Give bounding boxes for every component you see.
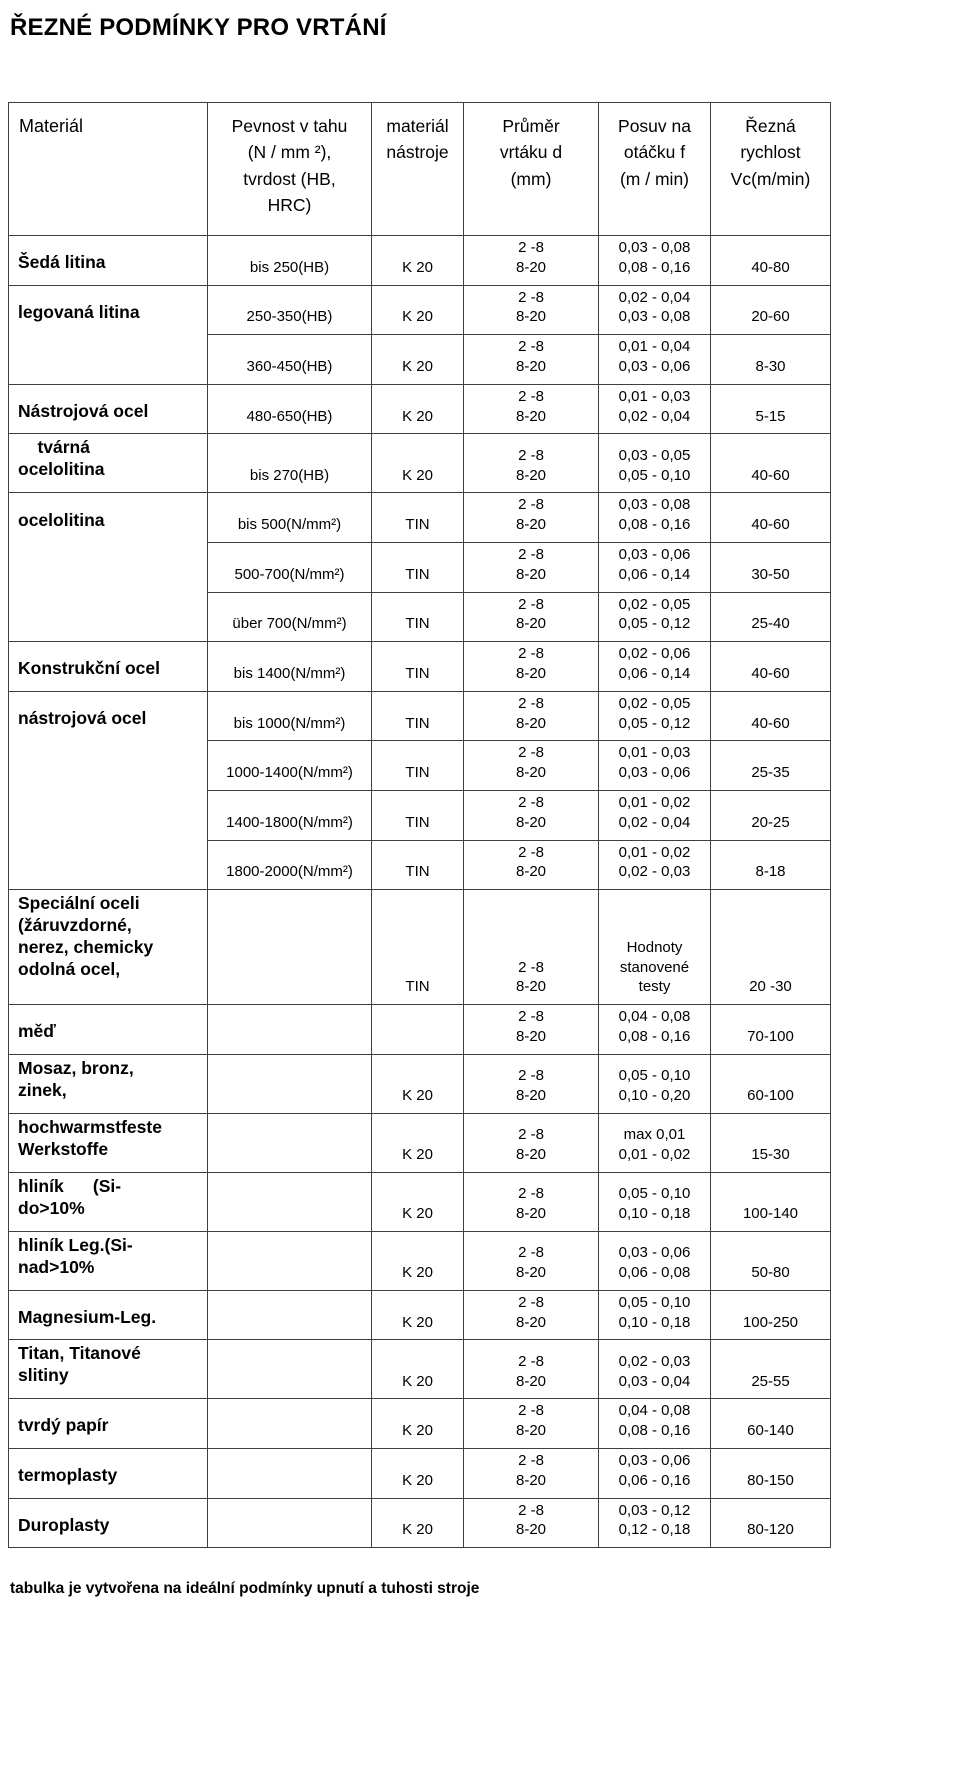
material-label: ocelolitina [18,509,105,530]
cell-feed: 0,01 - 0,02 0,02 - 0,04 [599,790,711,840]
cell-strength [208,1340,372,1399]
table-row [9,1231,831,1290]
material-label: Titan, Titanové slitiny [18,1343,141,1386]
material-label: Konstrukční ocel [18,658,160,679]
cell-feed: 0,03 - 0,08 0,08 - 0,16 [599,236,711,286]
cell-feed: 0,02 - 0,05 0,05 - 0,12 [599,592,711,642]
cell-speed: 30-50 [711,542,831,592]
cell-diameter: 2 -8 8-20 [464,493,599,543]
cell-strength: 480-650(HB) [208,384,372,434]
cell-strength: 500-700(N/mm²) [208,542,372,592]
footer-note: tabulka je vytvořena na ideální podmínky upnutí a tuhosti stroje [10,1580,480,1598]
cell-feed: 0,01 - 0,03 0,02 - 0,04 [599,384,711,434]
material-label: legovaná litina [18,301,140,322]
table-row [9,434,831,493]
cell-strength: 1000-1400(N/mm²) [208,741,372,791]
cell-speed: 80-150 [711,1448,831,1498]
cell-diameter: 2 -8 8-20 [464,1290,599,1340]
material-label: měď [18,1021,56,1042]
cell-feed: 0,03 - 0,06 0,06 - 0,16 [599,1448,711,1498]
cell-diameter: 2 -8 8-20 [464,384,599,434]
cell-speed: 20-60 [711,285,831,335]
cell-strength: bis 1400(N/mm²) [208,642,372,692]
cell-speed: 20-25 [711,790,831,840]
cell-material [9,493,208,642]
cell-diameter: 2 -8 8-20 [464,335,599,385]
cell-tool: TIN [372,790,464,840]
cell-speed: 25-35 [711,741,831,791]
cell-diameter: 2 -8 8-20 [464,840,599,890]
cell-speed: 60-100 [711,1054,831,1113]
table-row [9,890,831,1005]
table-row [9,691,831,741]
cell-diameter: 2 -8 8-20 [464,1113,599,1172]
cell-material [9,642,208,692]
cell-material [9,434,208,493]
cell-speed: 5-15 [711,384,831,434]
cell-speed: 40-60 [711,493,831,543]
cell-strength [208,1290,372,1340]
cell-tool [372,1005,464,1055]
cell-feed: 0,01 - 0,03 0,03 - 0,06 [599,741,711,791]
material-label: Speciální oceli (žáruvzdorné, nerez, chemicky odolná ocel, [18,893,154,979]
material-label: nástrojová ocel [18,707,147,728]
material-label: Duroplasty [18,1514,110,1535]
column-header-tool: materiál nástroje [372,103,464,236]
cell-tool: TIN [372,890,464,1005]
cell-diameter: 2 -8 8-20 [464,542,599,592]
cell-feed: 0,03 - 0,06 0,06 - 0,14 [599,542,711,592]
material-label: Mosaz, bronz, zinek, [18,1057,134,1100]
cell-tool: TIN [372,592,464,642]
table-row [9,642,831,692]
column-header-feed: Posuv na otáčku f (m / min) [599,103,711,236]
cell-feed: 0,03 - 0,12 0,12 - 0,18 [599,1498,711,1548]
cell-material [9,384,208,434]
cell-tool: TIN [372,542,464,592]
cell-speed: 20 -30 [711,890,831,1005]
cell-feed: max 0,01 0,01 - 0,02 [599,1113,711,1172]
cell-material [9,1340,208,1399]
material-label: Nástrojová ocel [18,400,149,421]
material-label: hliník (Si- do>10% [18,1175,122,1218]
cell-speed: 25-55 [711,1340,831,1399]
cell-speed: 50-80 [711,1231,831,1290]
cell-tool: K 20 [372,1231,464,1290]
column-header-speed: Řezná rychlost Vc(m/min) [711,103,831,236]
cell-feed: 0,03 - 0,05 0,05 - 0,10 [599,434,711,493]
cell-tool: K 20 [372,1399,464,1449]
cell-diameter: 2 -8 8-20 [464,434,599,493]
cell-strength: 250-350(HB) [208,285,372,335]
cell-diameter: 2 -8 8-20 [464,642,599,692]
cell-tool: K 20 [372,384,464,434]
cell-material [9,1172,208,1231]
cell-feed: 0,03 - 0,08 0,08 - 0,16 [599,493,711,543]
material-label: termoplasty [18,1465,118,1486]
table-row [9,1172,831,1231]
cell-material [9,1399,208,1449]
cell-strength [208,1498,372,1548]
material-label: hliník Leg.(Si- nad>10% [18,1234,133,1277]
table-row [9,1054,831,1113]
cell-tool: K 20 [372,1498,464,1548]
cell-diameter: 2 -8 8-20 [464,1340,599,1399]
cell-strength: 1800-2000(N/mm²) [208,840,372,890]
cell-speed: 40-60 [711,691,831,741]
table-row [9,1113,831,1172]
cell-strength [208,1005,372,1055]
cell-feed: 0,03 - 0,06 0,06 - 0,08 [599,1231,711,1290]
material-label: Magnesium-Leg. [18,1306,157,1327]
cell-speed: 8-18 [711,840,831,890]
cell-feed: 0,02 - 0,05 0,05 - 0,12 [599,691,711,741]
cell-feed: 0,04 - 0,08 0,08 - 0,16 [599,1005,711,1055]
cell-diameter: 2 -8 8-20 [464,1054,599,1113]
cell-tool: K 20 [372,1113,464,1172]
table-row [9,1399,831,1449]
table-row [9,285,831,335]
cell-diameter: 2 -8 8-20 [464,1172,599,1231]
cell-strength: bis 1000(N/mm²) [208,691,372,741]
table-header [9,103,831,236]
material-label: tvárná ocelolitina [18,437,105,480]
cell-diameter: 2 -8 8-20 [464,1448,599,1498]
cell-speed: 25-40 [711,592,831,642]
cell-speed: 15-30 [711,1113,831,1172]
cell-material [9,285,208,384]
table-row [9,1340,831,1399]
cell-tool: K 20 [372,1172,464,1231]
cell-speed: 100-140 [711,1172,831,1231]
cell-material [9,1448,208,1498]
cell-speed: 70-100 [711,1005,831,1055]
material-label: tvrdý papír [18,1415,109,1436]
table-row [9,236,831,286]
cell-feed: 0,02 - 0,03 0,03 - 0,04 [599,1340,711,1399]
cell-feed: 0,05 - 0,10 0,10 - 0,20 [599,1054,711,1113]
cell-strength [208,1054,372,1113]
cell-feed: 0,02 - 0,04 0,03 - 0,08 [599,285,711,335]
cell-strength: bis 500(N/mm²) [208,493,372,543]
cell-diameter: 2 -8 8-20 [464,790,599,840]
cell-strength: 360-450(HB) [208,335,372,385]
material-label: hochwarmstfeste Werkstoffe [18,1116,162,1159]
cell-diameter: 2 -8 8-20 [464,285,599,335]
cell-feed: 0,01 - 0,04 0,03 - 0,06 [599,335,711,385]
cell-tool: K 20 [372,434,464,493]
cell-strength [208,1113,372,1172]
cell-speed: 100-250 [711,1290,831,1340]
cell-material [9,1005,208,1055]
cell-feed: Hodnoty stanovené testy [599,890,711,1005]
header-row [9,103,831,236]
cell-strength: über 700(N/mm²) [208,592,372,642]
cell-material [9,1498,208,1548]
cell-material [9,1290,208,1340]
cell-speed: 8-30 [711,335,831,385]
cell-diameter: 2 -8 8-20 [464,1005,599,1055]
cell-strength: bis 270(HB) [208,434,372,493]
cell-strength: 1400-1800(N/mm²) [208,790,372,840]
column-header-strength: Pevnost v tahu (N / mm ²), tvrdost (HB, HRC) [208,103,372,236]
page-title: ŘEZNÉ PODMÍNKY PRO VRTÁNÍ [10,14,387,41]
cell-tool: K 20 [372,1290,464,1340]
cell-speed: 60-140 [711,1399,831,1449]
cell-material [9,236,208,286]
cell-speed: 40-60 [711,434,831,493]
cell-feed: 0,05 - 0,10 0,10 - 0,18 [599,1290,711,1340]
cell-speed: 80-120 [711,1498,831,1548]
cell-tool: K 20 [372,285,464,335]
cell-feed: 0,04 - 0,08 0,08 - 0,16 [599,1399,711,1449]
cell-material [9,1054,208,1113]
material-label: Šedá litina [18,252,106,273]
table-body [9,236,831,1548]
cell-material [9,1231,208,1290]
cell-tool: TIN [372,493,464,543]
cell-strength [208,1399,372,1449]
cell-diameter: 2 -8 8-20 [464,890,599,1005]
cutting-conditions-table [8,102,831,1548]
cell-feed: 0,01 - 0,02 0,02 - 0,03 [599,840,711,890]
cell-speed: 40-80 [711,236,831,286]
cell-strength [208,1172,372,1231]
cell-tool: TIN [372,840,464,890]
table-row [9,493,831,543]
cell-material [9,1113,208,1172]
cell-tool: TIN [372,741,464,791]
cell-material [9,890,208,1005]
cell-diameter: 2 -8 8-20 [464,741,599,791]
cell-strength [208,890,372,1005]
cell-strength [208,1448,372,1498]
column-header-diameter: Průměr vrtáku d (mm) [464,103,599,236]
cell-feed: 0,05 - 0,10 0,10 - 0,18 [599,1172,711,1231]
cell-speed: 40-60 [711,642,831,692]
table-row [9,1498,831,1548]
column-header-material: Materiál [9,103,208,236]
cell-diameter: 2 -8 8-20 [464,592,599,642]
cell-tool: K 20 [372,236,464,286]
cell-feed: 0,02 - 0,06 0,06 - 0,14 [599,642,711,692]
cell-strength: bis 250(HB) [208,236,372,286]
table-row [9,1290,831,1340]
table-row [9,1005,831,1055]
cell-diameter: 2 -8 8-20 [464,1498,599,1548]
cell-diameter: 2 -8 8-20 [464,1231,599,1290]
cell-strength [208,1231,372,1290]
cell-material [9,691,208,889]
table-row [9,1448,831,1498]
cell-tool: TIN [372,642,464,692]
cell-diameter: 2 -8 8-20 [464,691,599,741]
cell-diameter: 2 -8 8-20 [464,1399,599,1449]
cell-tool: K 20 [372,1340,464,1399]
cell-tool: K 20 [372,1054,464,1113]
cell-tool: TIN [372,691,464,741]
cell-tool: K 20 [372,335,464,385]
cell-tool: K 20 [372,1448,464,1498]
table-row [9,384,831,434]
cell-diameter: 2 -8 8-20 [464,236,599,286]
